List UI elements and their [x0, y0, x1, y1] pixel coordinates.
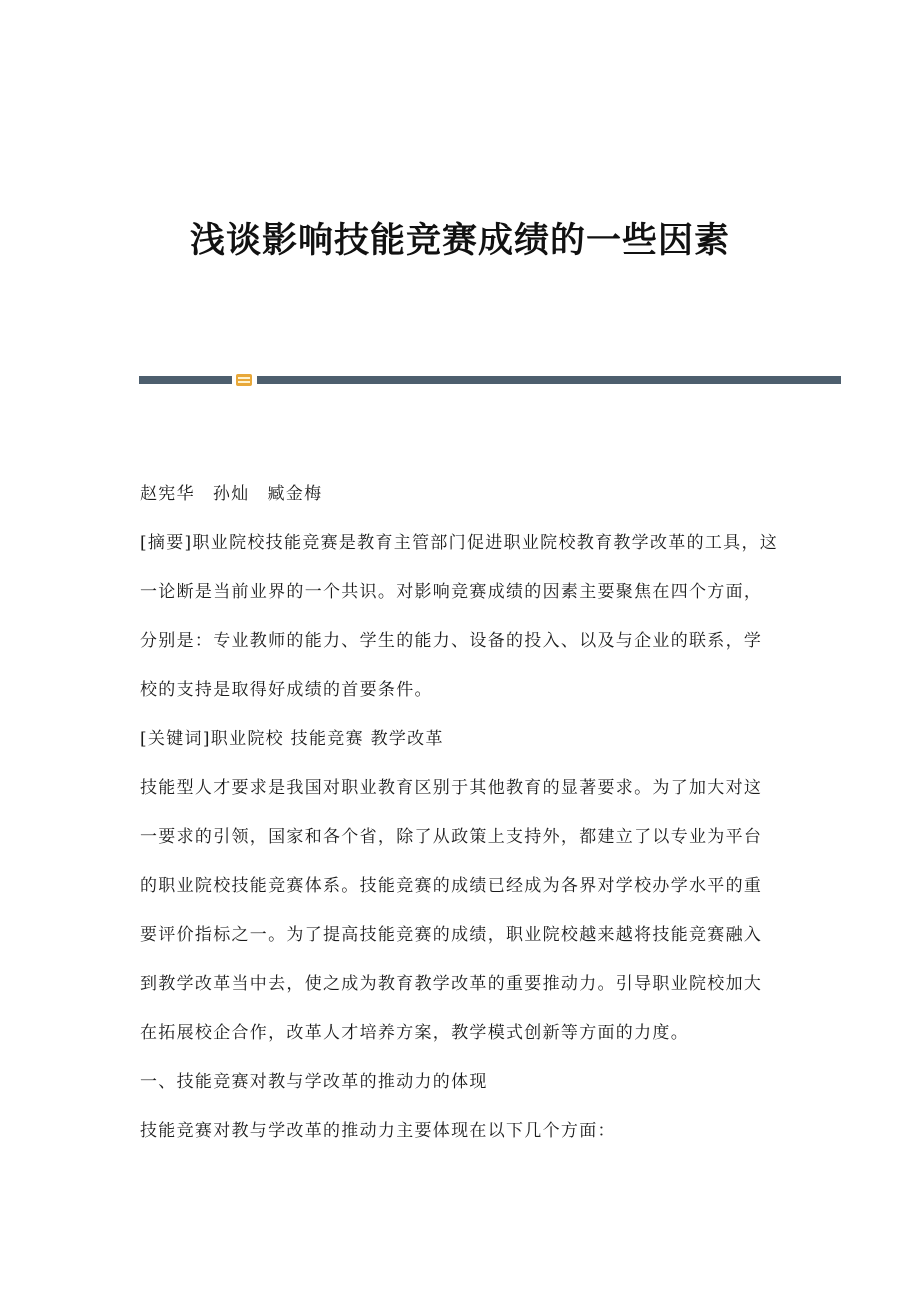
divider-ornament-icon — [236, 374, 252, 386]
author-list — [140, 470, 780, 519]
title-divider — [139, 374, 841, 386]
abstract-paragraph: [摘要]职业院校技能竞赛是教育主管部门促进职业院校教育教学改革的工具，这一论断是当前业界的一个共识。对影响竞赛成绩的因素主要聚焦在四个方面，分别是：专业教师的能力、学生的能力、设备的投入、以及与企业的联系，学校的支持是取得好成绩的首要条件。 — [140, 533, 779, 700]
divider-bar-right — [257, 376, 841, 384]
divider-bar-left — [139, 376, 232, 384]
author-name: 赵宪华 — [140, 484, 195, 504]
author-name: 臧金梅 — [267, 484, 323, 504]
document-body — [140, 470, 780, 1156]
section-intro-paragraph: 技能竞赛对教与学改革的推动力主要体现在以下几个方面： — [140, 1121, 616, 1141]
document-title: 浅谈影响技能竞赛成绩的一些因素 — [189, 220, 730, 261]
author-name: 孙灿 — [212, 484, 250, 504]
intro-paragraph: 技能型人才要求是我国对职业教育区别于其他教育的显著要求。为了加大对这一要求的引领，国家和各个省，除了从政策上支持外，都建立了以专业为平台的职业院校技能竞赛体系。技能竞赛的成绩已经成为各界对学校办学水平的重要评价指标之一。为了提高技能竞赛的成绩，职业院校越来越将技能竞赛融入到教学改革当中去，使之成为教育教学改革的重要推动力。引导职业院校加大在拓展校企合作，改革人才培养方案，教学模式创新等方面的力度。 — [140, 778, 763, 1043]
keywords-line: [关键词]职业院校 技能竞赛 教学改革 — [140, 729, 444, 749]
section-heading: 一、技能竞赛对教与学改革的推动力的体现 — [140, 1072, 488, 1092]
